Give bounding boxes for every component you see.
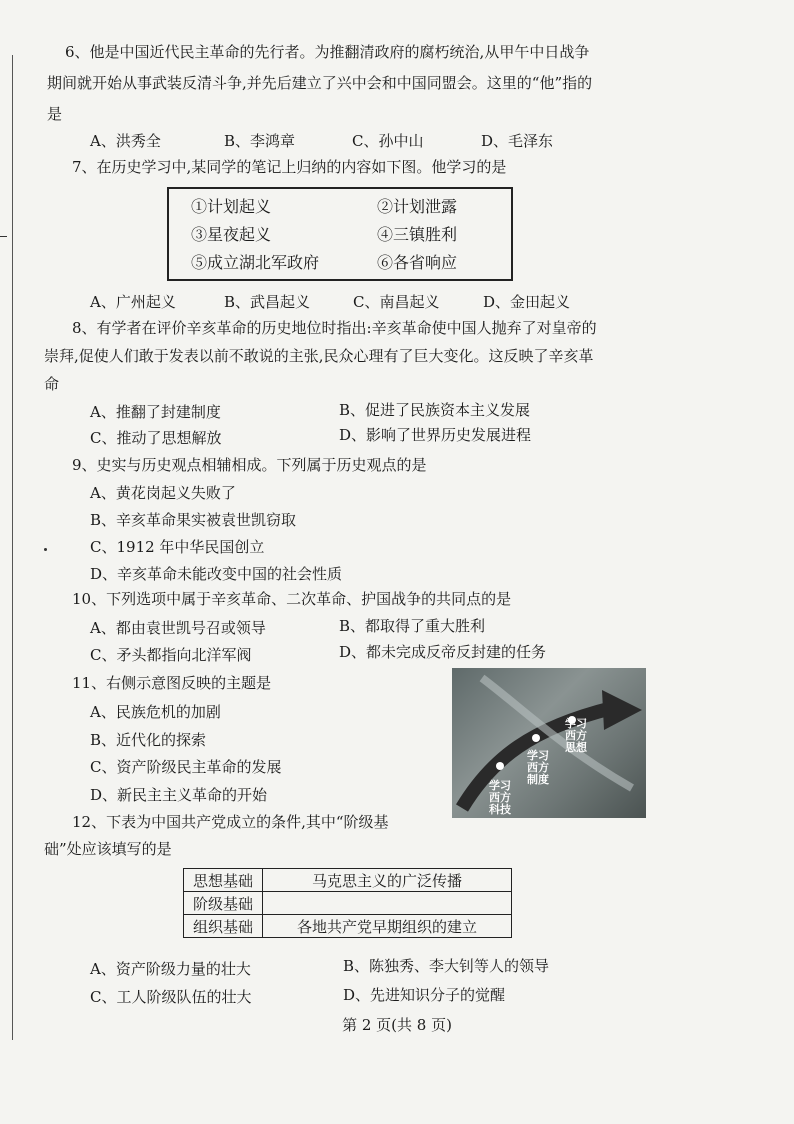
q10-option-a: A、都由袁世凯号召或领导 [90, 619, 266, 637]
q7-box-item-4: ④三镇胜利 [377, 225, 458, 244]
q6-line2: 期间就开始从事武装反清斗争,并先后建立了兴中会和中国同盟会。这里的“他”指的 [47, 74, 593, 92]
q11-option-b: B、近代化的探索 [90, 731, 207, 749]
q6-line1: 6、他是中国近代民主革命的先行者。为推翻清政府的腐朽统治,从甲午中日战争 [65, 43, 590, 61]
table-key: 阶级基础 [184, 892, 263, 915]
q7-option-a: A、广州起义 [90, 293, 176, 311]
q6-option-a: A、洪秀全 [90, 132, 161, 150]
q9-option-a: A、黄花岗起义失败了 [90, 484, 236, 502]
q9-option-b: B、辛亥革命果实被袁世凯窃取 [90, 511, 297, 529]
q7-option-b: B、武昌起义 [224, 293, 311, 311]
q12-option-a: A、资产阶级力量的壮大 [90, 960, 251, 978]
q7-box-item-5: ⑤成立湖北军政府 [191, 253, 320, 272]
q7-option-c: C、南昌起义 [353, 293, 440, 311]
q9-stem: 9、史实与历史观点相辅相成。下列属于历史观点的是 [72, 456, 427, 474]
q10-option-b: B、都取得了重大胜利 [339, 617, 486, 635]
rising-arrow-graphic [452, 668, 646, 818]
q7-box-item-1: ①计划起义 [191, 197, 272, 216]
q12-option-c: C、工人阶级队伍的壮大 [90, 988, 252, 1006]
q11-option-c: C、资产阶级民主革命的发展 [90, 758, 282, 776]
q11-option-a: A、民族危机的加剧 [90, 703, 221, 721]
q7-option-d: D、金田起义 [483, 293, 571, 311]
table-row [184, 869, 512, 892]
table-value: 各地共产党早期组织的建立 [263, 915, 512, 938]
q7-box-item-3: ③星夜起义 [191, 225, 272, 244]
table-value-blank [263, 892, 512, 915]
page-number-footer: 第 2 页(共 8 页) [342, 1016, 452, 1034]
table-row [184, 915, 512, 938]
speck [44, 548, 47, 551]
q12-line1: 12、下表为中国共产党成立的条件,其中“阶级基 [72, 813, 389, 831]
table-value: 马克思主义的广泛传播 [263, 869, 512, 892]
q10-option-c: C、矛头都指向北洋军阀 [90, 646, 252, 664]
q8-line1: 8、有学者在评价辛亥革命的历史地位时指出:辛亥革命使中国人抛弃了对皇帝的 [72, 319, 597, 337]
q11-option-d: D、新民主主义革命的开始 [90, 786, 268, 804]
q9-option-c: C、1912 年中华民国创立 [90, 538, 265, 556]
q8-option-a: A、推翻了封建制度 [90, 403, 221, 421]
q12-option-d: D、先进知识分子的觉醒 [343, 986, 506, 1004]
q10-stem: 10、下列选项中属于辛亥革命、二次革命、护国战争的共同点的是 [72, 590, 512, 608]
q8-option-b: B、促进了民族资本主义发展 [339, 401, 531, 419]
q6-option-c: C、孙中山 [352, 132, 424, 150]
q7-box-item-2: ②计划泄露 [377, 197, 458, 216]
q8-option-d: D、影响了世界历史发展进程 [339, 426, 532, 444]
q6-line3: 是 [47, 105, 63, 123]
table-row [184, 892, 512, 915]
table-key: 组织基础 [184, 915, 263, 938]
margin-tick [0, 236, 7, 237]
figure-label-1: 学习西方科技 [489, 779, 511, 816]
q6-option-b: B、李鸿章 [224, 132, 296, 150]
q7-notes-box [167, 187, 513, 281]
q12-option-b: B、陈独秀、李大钊等人的领导 [343, 957, 550, 975]
q10-option-d: D、都未完成反帝反封建的任务 [339, 643, 547, 661]
q8-line2: 崇拜,促使人们敢于发表以前不敢说的主张,民众心理有了巨大变化。这反映了辛亥革 [44, 347, 594, 365]
margin-line [12, 55, 13, 1040]
figure-label-3: 学习西方思想 [565, 717, 587, 754]
q11-diagram-image [452, 668, 646, 818]
q9-option-d: D、辛亥革命未能改变中国的社会性质 [90, 565, 343, 583]
q7-stem: 7、在历史学习中,某同学的笔记上归纳的内容如下图。他学习的是 [72, 158, 507, 176]
figure-label-2: 学习西方制度 [527, 749, 549, 786]
q8-option-c: C、推动了思想解放 [90, 429, 222, 447]
table-key: 思想基础 [184, 869, 263, 892]
q6-option-d: D、毛泽东 [481, 132, 554, 150]
q12-line2: 础”处应该填写的是 [44, 840, 172, 858]
q8-line3: 命 [44, 375, 60, 393]
q12-conditions-table [183, 868, 512, 938]
q11-stem: 11、右侧示意图反映的主题是 [72, 674, 272, 692]
q7-box-item-6: ⑥各省响应 [377, 253, 458, 272]
